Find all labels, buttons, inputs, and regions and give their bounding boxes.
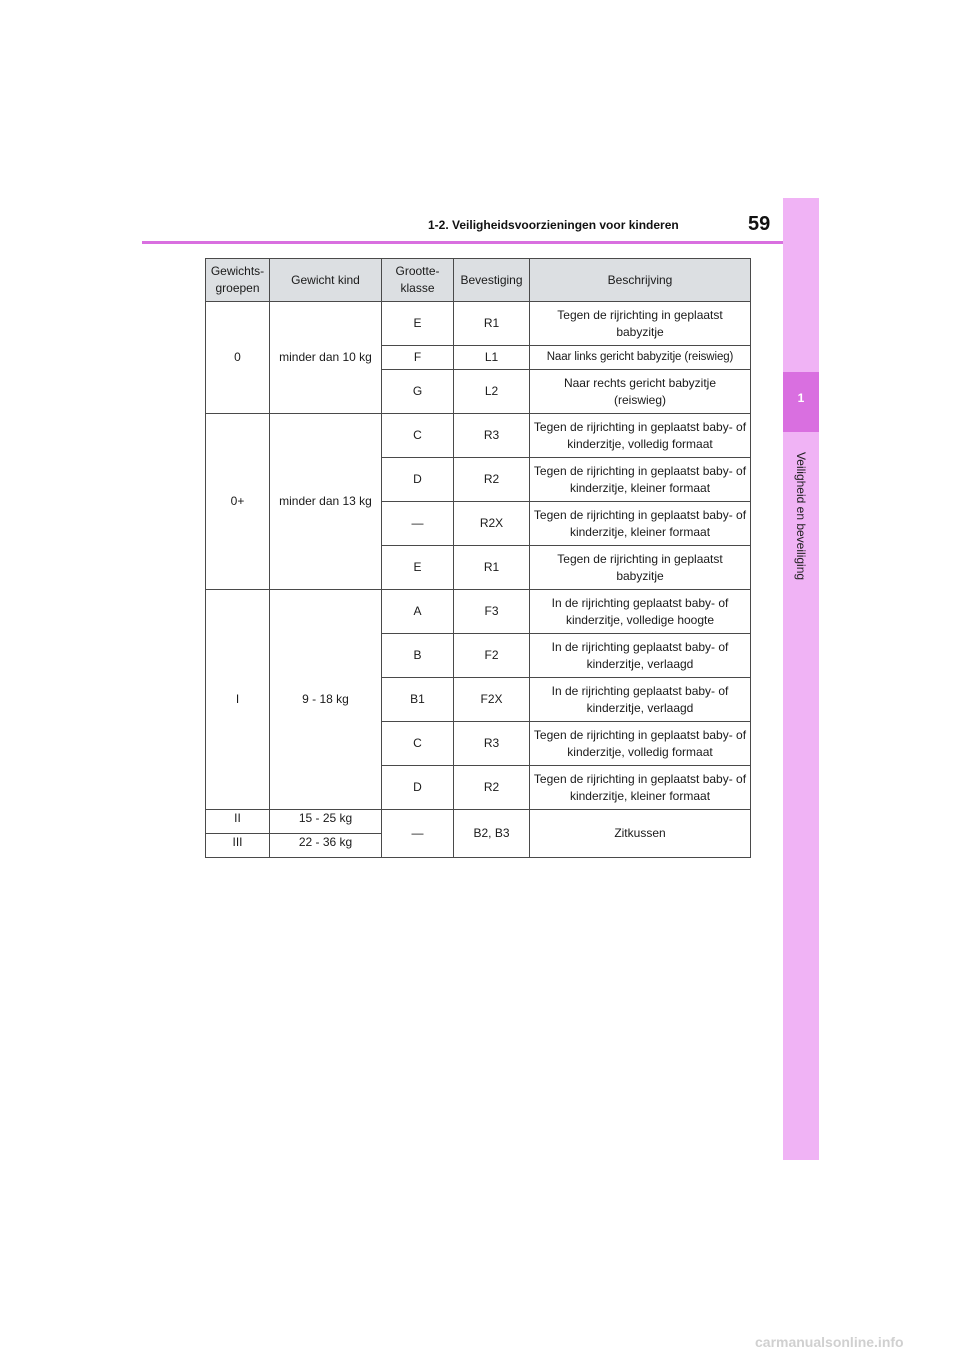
header-child-weight: Gewicht kind [270, 259, 382, 302]
child-weight-cell: 9 - 18 kg [270, 590, 382, 810]
weight-group-cell: II [206, 810, 270, 834]
description-cell: Tegen de rijrichting in geplaatst baby- of kinderzitje, kleiner formaat [530, 458, 751, 502]
child-seat-table [205, 258, 751, 858]
size-class-cell: — [382, 810, 454, 858]
child-weight-cell: 22 - 36 kg [270, 834, 382, 858]
fixture-cell: L2 [454, 370, 530, 414]
description-cell: Tegen de rijrichting in geplaatst baby- of kinderzitje, volledig formaat [530, 722, 751, 766]
fixture-cell: L1 [454, 346, 530, 370]
fixture-cell: R2 [454, 766, 530, 810]
chapter-title: Veiligheid en beveiliging [794, 451, 808, 581]
description-cell: Tegen de rijrichting in geplaatst baby- of kinderzitje, volledig formaat [530, 414, 751, 458]
size-class-cell: B [382, 634, 454, 678]
child-weight-cell: 15 - 25 kg [270, 810, 382, 834]
description-cell: Naar links gericht babyzitje (reiswieg) [530, 346, 751, 370]
fixture-cell: B2, B3 [454, 810, 530, 858]
size-class-cell: E [382, 302, 454, 346]
fixture-cell: F2 [454, 634, 530, 678]
fixture-cell: R2 [454, 458, 530, 502]
fixture-cell: R1 [454, 546, 530, 590]
description-cell: Tegen de rijrichting in geplaatst baby- of kinderzitje, kleiner formaat [530, 502, 751, 546]
size-class-cell: A [382, 590, 454, 634]
size-class-cell: E [382, 546, 454, 590]
size-class-cell: C [382, 414, 454, 458]
description-cell: Zitkussen [530, 810, 751, 858]
table-row [206, 810, 751, 834]
description-cell: In de rijrichting geplaatst baby- of kinderzitje, verlaagd [530, 634, 751, 678]
size-class-cell: C [382, 722, 454, 766]
fixture-cell: R2X [454, 502, 530, 546]
description-cell: Tegen de rijrichting in geplaatst baby- of kinderzitje, kleiner formaat [530, 766, 751, 810]
description-cell: In de rijrichting geplaatst baby- of kinderzitje, volledige hoogte [530, 590, 751, 634]
header-weight-group: Gewichts- groepen [206, 259, 270, 302]
table-row [206, 302, 751, 346]
child-weight-cell: minder dan 10 kg [270, 302, 382, 414]
size-class-cell: D [382, 458, 454, 502]
description-cell: Naar rechts gericht babyzitje (reiswieg) [530, 370, 751, 414]
description-cell: Tegen de rijrichting in geplaatst babyzitje [530, 546, 751, 590]
size-class-cell: — [382, 502, 454, 546]
weight-group-cell: I [206, 590, 270, 810]
child-weight-cell: minder dan 13 kg [270, 414, 382, 590]
fixture-cell: R1 [454, 302, 530, 346]
size-class-cell: F [382, 346, 454, 370]
chapter-number: 1 [797, 391, 805, 405]
header-fixture: Bevestiging [454, 259, 530, 302]
fixture-cell: F2X [454, 678, 530, 722]
description-cell: Tegen de rijrichting in geplaatst babyzitje [530, 302, 751, 346]
size-class-cell: G [382, 370, 454, 414]
section-title: 1-2. Veiligheidsvoorzieningen voor kinderen [428, 218, 679, 232]
size-class-cell: D [382, 766, 454, 810]
header-description: Beschrijving [530, 259, 751, 302]
header-size-class: Grootte- klasse [382, 259, 454, 302]
size-class-cell: B1 [382, 678, 454, 722]
page-number: 59 [748, 213, 771, 235]
watermark: carmanualsonline.info [755, 1334, 904, 1350]
fixture-cell: R3 [454, 414, 530, 458]
table-row [206, 590, 751, 634]
chapter-side-tab [783, 198, 819, 1160]
weight-group-cell: III [206, 834, 270, 858]
table-row [206, 414, 751, 458]
fixture-cell: R3 [454, 722, 530, 766]
description-cell: In de rijrichting geplaatst baby- of kinderzitje, verlaagd [530, 678, 751, 722]
table-header-row [206, 259, 751, 302]
weight-group-cell: 0 [206, 302, 270, 414]
fixture-cell: F3 [454, 590, 530, 634]
weight-group-cell: 0+ [206, 414, 270, 590]
header-divider [142, 241, 783, 244]
